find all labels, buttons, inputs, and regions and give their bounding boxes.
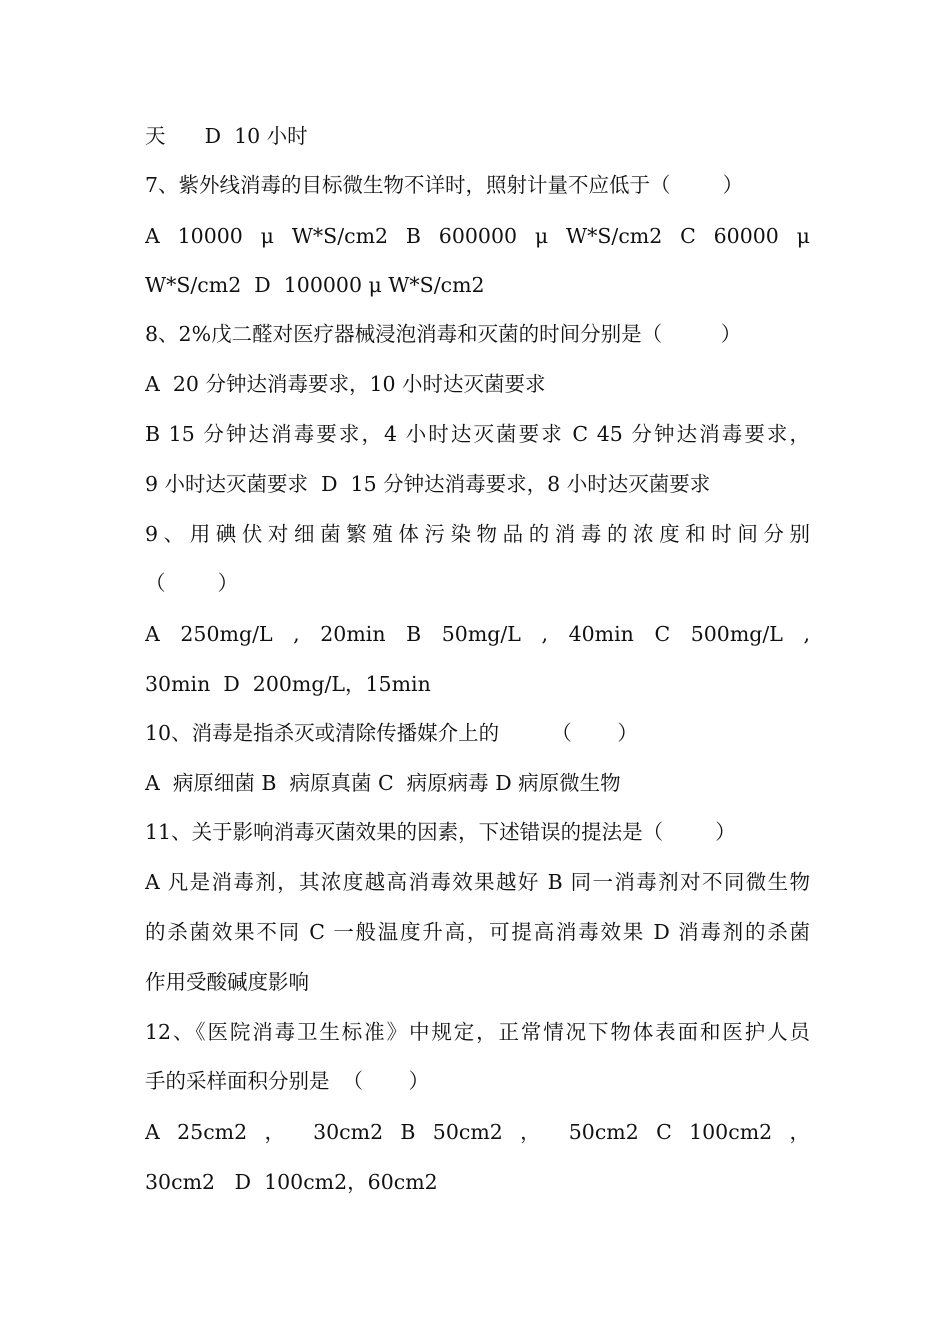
question-10-options: A 病原细菌 B 病原真菌 C 病原病毒 D 病原微生物 <box>145 771 621 795</box>
question-9-blank: （ ） <box>145 571 239 595</box>
question-9-options-line-2: 30min D 200mg/L，15min <box>145 672 431 696</box>
question-8-options-line-3: 9 小时达灭菌要求 D 15 分钟达消毒要求，8 小时达灭菌要求 <box>145 472 711 496</box>
question-7-options-line-1: A 10000 μ W*S/cm2 B 600000 μ W*S/cm2 C 60000 μ <box>145 224 810 248</box>
question-12: 12、《医院消毒卫生标准》中规定，正常情况下物体表面和医护人员 <box>145 1020 810 1044</box>
question-8: 8、2%戊二醛对医疗器械浸泡消毒和灭菌的时间分别是（ ） <box>145 322 742 346</box>
question-9: 9、用碘伏对细菌繁殖体污染物品的消毒的浓度和时间分别 <box>145 522 810 546</box>
question-11-options-line-1: A 凡是消毒剂，其浓度越高消毒效果越好 B 同一消毒剂对不同微生物 <box>145 870 810 894</box>
question-12-line-2: 手的采样面积分别是 （ ） <box>145 1069 430 1093</box>
question-12-options-line-2: 30cm2 D 100cm2，60cm2 <box>145 1170 438 1194</box>
question-10: 10、消毒是指杀灭或清除传播媒介上的 （ ） <box>145 721 638 745</box>
question-9-options-line-1: A 250mg/L , 20min B 50mg/L , 40min C 500mg/L , <box>145 622 810 646</box>
question-12-options-line-1: A 25cm2 ， 30cm2 B 50cm2 ， 50cm2 C 100cm2 ， <box>145 1120 810 1144</box>
question-8-options-line-2: B 15 分钟达消毒要求，4 小时达灭菌要求 C 45 分钟达消毒要求， <box>145 422 810 446</box>
question-8-option-a: A 20 分钟达消毒要求，10 小时达灭菌要求 <box>145 372 546 396</box>
question-7: 7、紫外线消毒的目标微生物不详时，照射计量不应低于（ ） <box>145 173 744 197</box>
question-7-options-line-2: W*S/cm2 D 100000 μ W*S/cm2 <box>145 273 485 297</box>
question-11-options-line-2: 的杀菌效果不同 C 一般温度升高，可提高消毒效果 D 消毒剂的杀菌 <box>145 920 810 944</box>
question-11-options-line-3: 作用受酸碱度影响 <box>145 970 309 994</box>
question-11: 11、关于影响消毒灭菌效果的因素，下述错误的提法是（ ） <box>145 820 736 844</box>
text-line-1: 天 D 10 小时 <box>145 124 308 148</box>
